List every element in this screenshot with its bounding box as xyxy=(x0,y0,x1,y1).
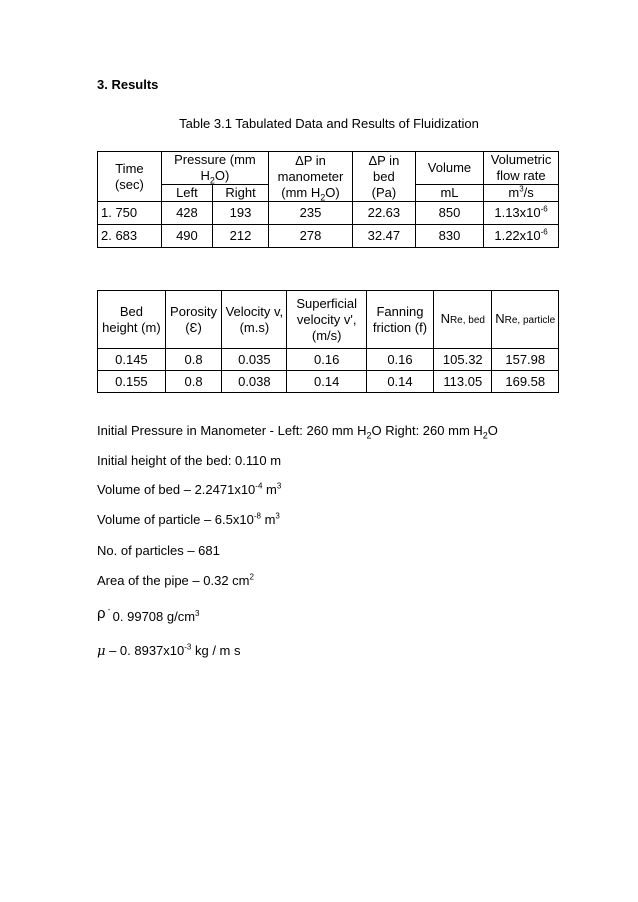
table-row: 2. 683 490 212 278 32.47 830 $1.22x10^{-6}$ xyxy=(98,225,559,248)
header-flow-unit: $m^3/s$ xyxy=(484,185,559,202)
header-nre-bed: NRe, bed xyxy=(434,291,492,349)
header-right: Right xyxy=(213,185,269,202)
particles-count-note: No. of particles – 681 xyxy=(97,543,220,558)
table-row: 1. 750 428 193 235 22.63 850 $1.13x10^{-6}$ xyxy=(98,202,559,225)
header-pressure: Pressure (mm $H_2O$) xyxy=(161,152,268,185)
volume-particle-note: Volume of particle – $6.5x10^{-8}$ $m^3$ xyxy=(97,511,280,527)
density-note: ρ - 0. 99708 $g/cm^3$ xyxy=(97,605,200,624)
volume-bed-note: Volume of bed – $2.2471x10^{-4}$ $m^3$ xyxy=(97,481,282,497)
header-porosity: Porosity (Ɛ) xyxy=(165,291,221,349)
header-velocity: Velocity v, (m.s) xyxy=(222,291,287,349)
header-dp-bed: ΔP in bed (Pa) xyxy=(352,152,415,202)
viscosity-note: μ – 0. $8937x10^{-3}$ kg / m s xyxy=(97,642,241,659)
header-nre-particle: NRe, particle xyxy=(492,291,559,349)
header-superficial-velocity: Superficial velocity v', (m/s) xyxy=(287,291,366,349)
header-dp-manometer: ΔP in manometer (mm $H_2O$) xyxy=(269,152,353,202)
initial-pressure-note: Initial Pressure in Manometer - Left: 260 mm $H_2O$ Right: 260 mm $H_2O$ xyxy=(97,423,498,441)
header-fanning-friction: Fanning friction (f) xyxy=(366,291,433,349)
table-row: 0.155 0.8 0.038 0.14 0.14 113.05 169.58 xyxy=(98,371,559,393)
pipe-area-note: Area of the pipe – 0.32 $cm^2$ xyxy=(97,572,254,588)
fluidization-results-table xyxy=(97,290,559,393)
fluidization-data-table xyxy=(97,151,559,248)
header-volume: Volume xyxy=(415,152,483,185)
table-caption: Table 3.1 Tabulated Data and Results of Fluidization xyxy=(179,116,479,131)
header-bed-height: Bed height (m) xyxy=(98,291,166,349)
section-heading: 3. Results xyxy=(97,77,159,92)
header-left: Left xyxy=(161,185,212,202)
header-volume-unit: mL xyxy=(415,185,483,202)
initial-height-note: Initial height of the bed: 0.110 m xyxy=(97,453,282,468)
header-volumetric-flow-rate: Volumetric flow rate xyxy=(484,152,559,185)
table-row: 0.145 0.8 0.035 0.16 0.16 105.32 157.98 xyxy=(98,349,559,371)
header-time: Time (sec) xyxy=(98,152,162,202)
